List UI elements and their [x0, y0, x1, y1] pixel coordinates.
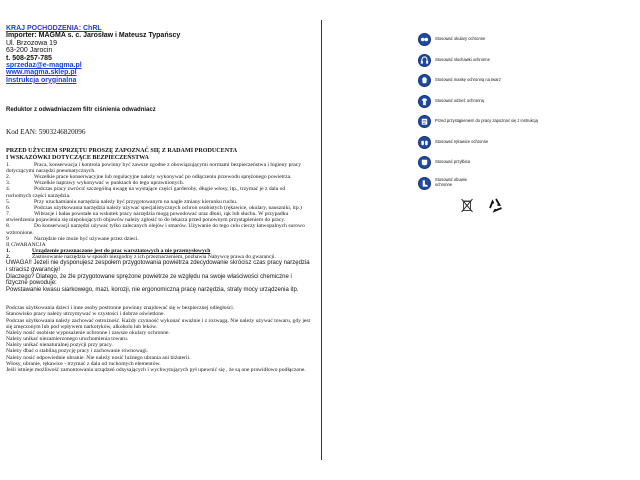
warning-line: UWAGA!! Jeżeli nie dysponujesz zespołem przygotowania powietrza zdecydowanie skrócisz czas pracy narzędzia i stracisz gwarancję!	[6, 260, 310, 273]
rule-line: Włosy, ubranie, rękawice - trzymać z dala od ruchomych elementów.	[6, 360, 161, 367]
safety-item: 5. Przy uruchamianiu narzędzia należy być przygotowanym na nagłe zmiany kierunku ruchu.	[6, 198, 238, 205]
rule-line: Należy unikać nienaturalnej pozycji przy pracy.	[6, 342, 113, 349]
warranty-title: II GWARANCJA	[6, 241, 46, 248]
sign-goggles: Stosować okulary ochronne	[418, 30, 538, 49]
rule-line: Podczas użytkowania należy zachować ostrożność. Każdy czynność wykonać uważnie i z rozwagą. Nie należy używać towaru, gdy jest się zmęczonym lub pod wpływem narkotyków, alkoholu lub leków.	[6, 317, 311, 330]
importer-header	[6, 25, 311, 84]
sign-gloves: Stosować rękawice ochronne	[418, 133, 538, 152]
section1-title	[6, 148, 311, 162]
rule-line: Stanowisko pracy należy utrzymywać w czystości i dobrze oświetlone.	[6, 311, 165, 318]
rule-line: Należy nosić osobiste wyposażenie ochronne i zawsze okulary ochronne.	[6, 329, 170, 336]
weee-bin-icon	[460, 198, 474, 218]
website-link[interactable]: www.magma.sklep.pl	[6, 69, 77, 77]
protective-clothing-icon	[418, 95, 431, 108]
read-manual-icon	[418, 115, 431, 128]
column-divider	[321, 20, 322, 460]
email-link[interactable]: sprzedaz@e-magma.pl	[6, 62, 82, 70]
safety-signs-column	[418, 30, 538, 218]
safety-boots-icon	[418, 177, 431, 190]
importer-name: Importer: MAGMA s. c. Jarosław i Mateusz Typańscy	[6, 32, 181, 40]
safety-item: 1. Praca, konserwacja i kontrola powinny być zawsze zgodne z obowiązującymi normami bezpieczeństwa i higieny pracy dotyczącymi narzędzi pneumatycznych.	[6, 161, 302, 174]
warning-block	[6, 260, 311, 293]
rule-line: Należy nosić odpowiednie ubranie. Nie należy nosić luźnego ubrania ani biżuterii.	[6, 354, 191, 361]
safety-item: 7. Wibracje i hałas powstałe na wskutek pracy narzędzia mogą powodować uraz dłoni, rąk lub słuchu. W przypadku stwierdzenia pojawienia się niepokojących objawów należy zgłosić to do lekarza przed ponownym przystąpieniem do pracy.	[6, 211, 289, 224]
goggles-icon	[418, 33, 431, 46]
sign-safety-boots: Stosować obuwie ochronne	[418, 174, 538, 193]
ear-protection-icon	[418, 54, 431, 67]
warning-line: Powstawanie kwasu siarkowego, mazi, korozji, nie ergonomiczną pracę narzędzia, straty mocy urządzenia itp.	[6, 286, 299, 293]
warning-line: Dlaczego? Dlatego, że źle przygotowane sprężone powietrze ze względu na swoje właściwości chemiczne i fizyczne powoduje:	[6, 273, 292, 287]
sign-face-mask: Stosować maskę ochronną na twarz	[418, 71, 538, 90]
product-name: Reduktor z odwadniaczem filtr ciśnienia odwadniacz	[6, 107, 156, 114]
safety-items	[6, 162, 311, 261]
gloves-icon	[418, 136, 431, 149]
warranty-item: 1. Urządzenie przeznaczone jest do prac warsztatowych a nie przemysłowych	[6, 248, 211, 255]
safety-item: 2. Wszelkie prace konserwacyjne lub regulacyjne należy wykonywać po odłączeniu przewodu sprężonego powietrza.	[6, 174, 292, 181]
importer-street: Ul. Brzozowa 19	[6, 39, 57, 47]
sign-read-manual: Przed przystąpieniem do pracy zapoznać się z instrukcją	[418, 112, 538, 131]
manual-label: Instrukcja oryginalna	[6, 76, 77, 84]
face-shield-icon	[418, 156, 431, 169]
country-of-origin: KRAJ POCHODZENIA: ChRL	[6, 25, 102, 32]
sign-protective-clothing: Stosować odzież ochronną	[418, 92, 538, 111]
section1-title-line1: PRZED UŻYCIEM SPRZĘTU PROSZĘ ZAPOZNAĆ SIĘ Z RADAMI PRODUCENTA	[6, 148, 238, 155]
safety-item: 8. Do konserwacji narzędzi używać tylko zalecanych olejów i smarów. Używanie do tego celu cieczy łatwopalnych surowo wzbronione.	[6, 223, 305, 236]
warranty-item: 2. Zastosowanie narzędzia w sposób niezgodny z ich przeznaczeniem, pozbawia Nabywcę prawa do gwarancji.	[6, 254, 276, 261]
face-mask-icon	[418, 74, 431, 87]
rule-line: Należy dbać o stabilną pozycję pracy i zachowanie równowagi.	[6, 348, 149, 355]
ean-code: Kod EAN: 5903246820096	[6, 128, 86, 137]
disposal-marks	[460, 198, 538, 218]
importer-city: 63-200 Jarocin	[6, 47, 53, 55]
rule-line: Należy unikać niezamierzonego uruchomienia towaru.	[6, 336, 129, 343]
sign-ear-protection: Stosować słuchawki ochronne	[418, 51, 538, 70]
safety-item: 3. Wszelkie naprawy wykonywać w punktach do tego uprawnionych.	[6, 180, 185, 187]
recycling-icon	[488, 198, 504, 218]
sign-face-shield: Stosować przyłbica	[418, 153, 538, 172]
importer-phone: t. 508-257-785	[6, 54, 52, 62]
usage-rules	[6, 305, 311, 373]
safety-item: 4. Podczas pracy zwrócić szczególną uwagę na wystające części garderoby, długie włosy, itp., trzymać je z dala od ruchomych części narzędzia.	[6, 186, 286, 199]
section1-title-line2: I WSKAZÓWKI DOTYCZĄCE BEZPIECZEŃSTWA	[6, 155, 149, 162]
safety-item: 6. Podczas użytkowania narzędzia należy używać specjalistycznych ochron osobistych (rękawice, okulary, nauszniki, itp.)	[6, 204, 302, 211]
safety-item: 9 Narzędzie nie może być używane przez dzieci.	[6, 235, 139, 242]
rule-line: Jeśli istnieje możliwość zamontowania urządzeń odsysających i wychwytujących pył upewnić się , że są one prawidłowo podłączone.	[6, 366, 306, 373]
instruction-text-column	[6, 25, 311, 373]
rule-line: Podczas użytkowania dzieci i inne osoby postronne powinny znajdować się w bezpiecznej odległości.	[6, 305, 235, 312]
